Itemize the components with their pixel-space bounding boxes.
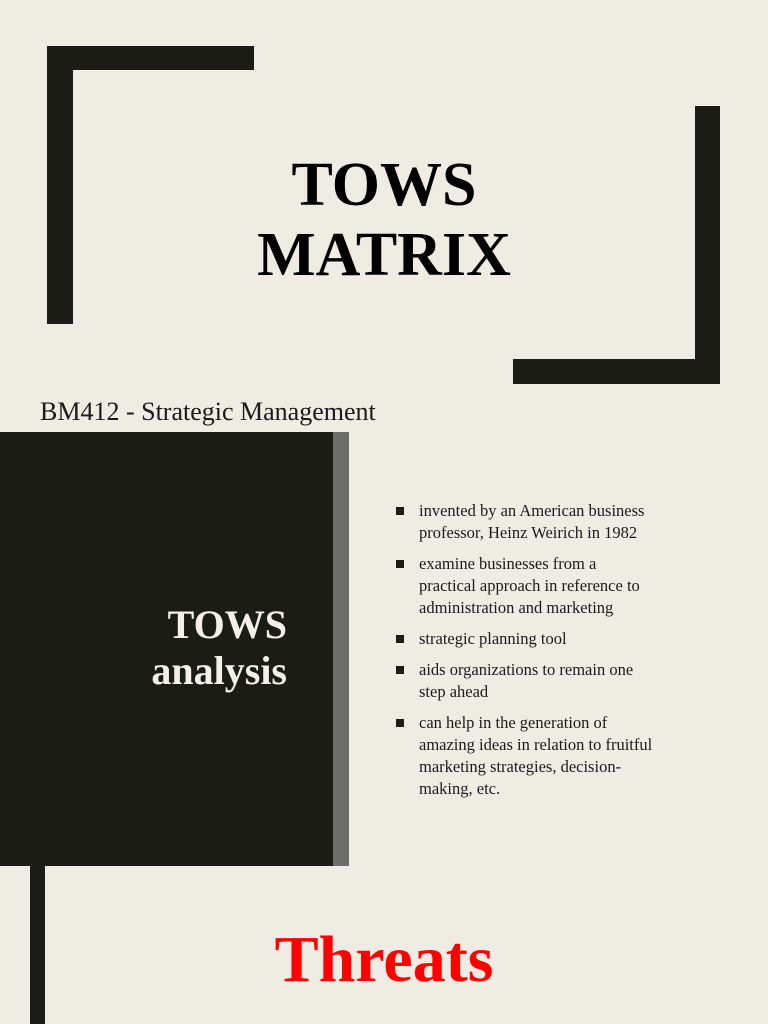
accent-strip (333, 432, 349, 866)
bullet-line: invented by an American business (419, 501, 645, 520)
top-left-bracket-vertical (47, 46, 73, 324)
bullet-line: examine businesses from a (419, 554, 597, 573)
square-bullet-icon (396, 560, 404, 568)
list-item (396, 553, 716, 619)
list-item (396, 628, 716, 650)
square-bullet-icon (396, 719, 404, 727)
subtitle: BM412 - Strategic Management (40, 397, 376, 426)
bottom-right-bracket-vertical (695, 106, 720, 384)
threats-slide (0, 866, 768, 1024)
analysis-slide (0, 432, 768, 866)
section-heading-line-1: TOWS (167, 602, 287, 647)
square-bullet-icon (396, 507, 404, 515)
list-item (396, 500, 716, 544)
bullet-line: administration and marketing (419, 598, 614, 617)
title-slide (0, 0, 768, 432)
dark-panel (0, 432, 333, 866)
bullet-line: practical approach in reference to (419, 576, 640, 595)
bottom-right-bracket-horizontal (513, 359, 720, 384)
bullet-line: making, etc. (419, 779, 501, 798)
bullet-line: step ahead (419, 682, 489, 701)
bullet-line: can help in the generation of (419, 713, 608, 732)
bullet-line: marketing strategies, decision- (419, 757, 622, 776)
bullet-line: professor, Heinz Weirich in 1982 (419, 523, 638, 542)
top-left-bracket-horizontal (47, 46, 254, 70)
vertical-accent-bar (30, 866, 45, 1024)
section-heading (7, 602, 287, 694)
bullet-line: strategic planning tool (419, 629, 567, 648)
title-line-1: TOWS (291, 151, 477, 219)
section-heading-line-2: analysis (151, 648, 287, 693)
bullet-list (396, 500, 716, 809)
square-bullet-icon (396, 635, 404, 643)
title-line-2: MATRIX (257, 221, 511, 289)
bullet-line: aids organizations to remain one (419, 660, 634, 679)
threats-heading: Threats (274, 923, 494, 996)
cropped-next-heading (190, 1004, 590, 1024)
page-title (140, 150, 628, 290)
list-item (396, 712, 716, 800)
list-item (396, 659, 716, 703)
square-bullet-icon (396, 666, 404, 674)
bullet-line: amazing ideas in relation to fruitful (419, 735, 653, 754)
